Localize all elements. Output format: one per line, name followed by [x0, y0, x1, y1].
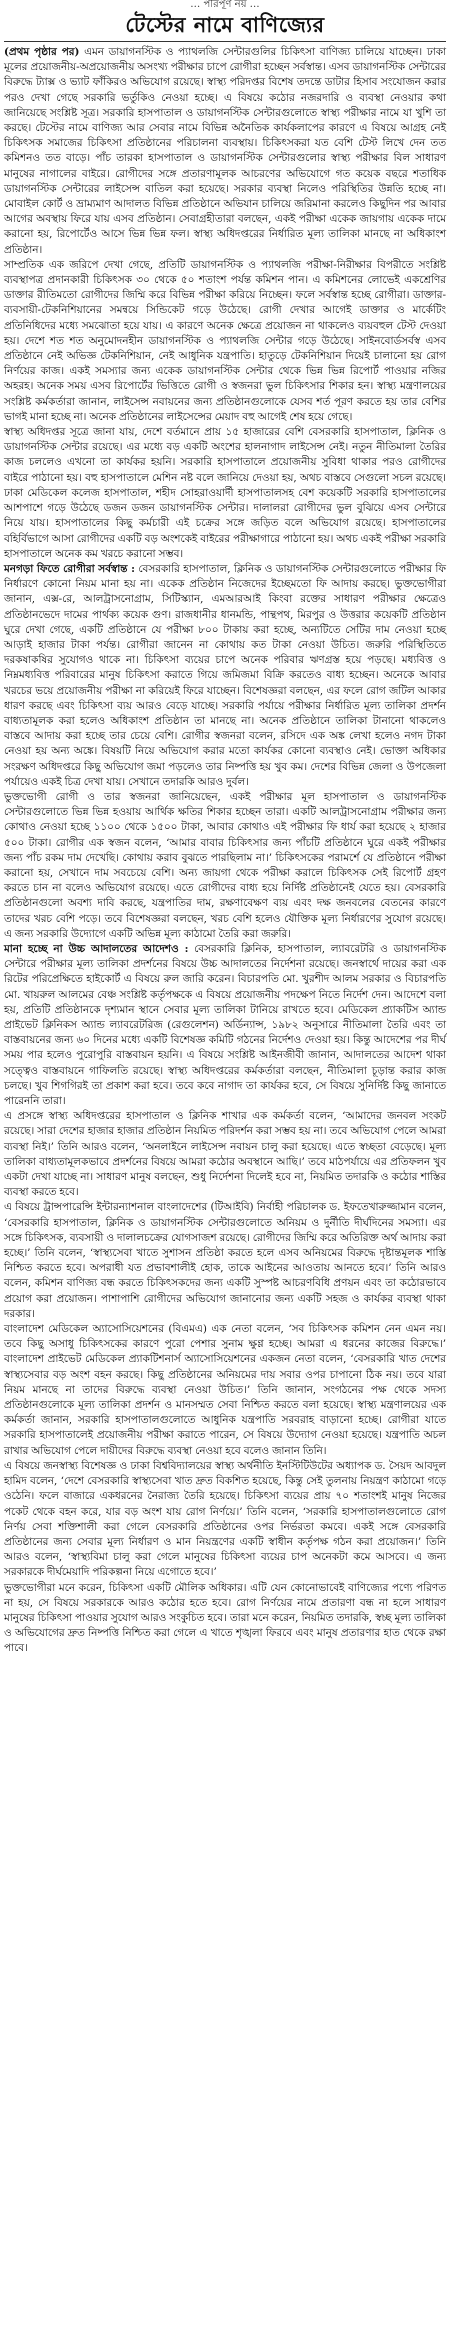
body-paragraph	[4, 1459, 446, 1581]
paragraph-text: ভুক্তভোগী রোগী ও তার স্বজনরা জানিয়েছেন, একই পরীক্ষার মূল হাসপাতাল ও ডায়াগনস্টিক সেন্টারগুলোতে ভিন্ন ভিন্ন হওয়ায় আর্থিক ক্ষতির শিকার হচ্ছেন তারা। একটি আলট্রাসনোগ্রাম পরীক্ষার জন্য কোথাও নেওয়া হচ্ছে ১১০০ থেকে ১৫০০ টাকা, আবার কোথাও এই পরীক্ষার ফি ধার্য করা হয়েছে ২ হাজার ৫০০ টাকা। রোগীর এক স্বজন বলেন, ‘আমার বাবার চিকিৎসার জন্য পাঁচটি প্রতিষ্ঠানে ঘুরে একই পরীক্ষার জন্য পাঁচ রকম দাম দেখেছি। কোথায় করাব বুঝতে পারছিলাম না।’ চিকিৎসকের পরামর্শে যে প্রতিষ্ঠানে পরীক্ষা করানো হয়, সেখানে দাম সবচেয়ে বেশি। অন্য জায়গা থেকে পরীক্ষা করালে চিকিৎসক সেই রিপোর্ট গ্রহণ করতে চান না বলেও অভিযোগ রয়েছে। এতে রোগীদের বাধ্য হয়ে নির্দিষ্ট প্রতিষ্ঠানেই যেতে হয়। বেসরকারি প্রতিষ্ঠানগুলো অবশ্য দাবি করছে, যন্ত্রপাতির দাম, রক্ষণাবেক্ষণ ব্যয় এবং দক্ষ জনবলের বেতনের কারণে তাদের খরচ বেশি পড়ে। তবে বিশেষজ্ঞরা বলছেন, খরচ বেশি হলেও যৌক্তিক মূল্য নির্ধারণের সুযোগ রয়েছে। এ জন্য সরকারি উদ্যোগে একটি অভিন্ন মূল্য কাঠামো তৈরি করা জরুরি।	[4, 790, 446, 940]
body-paragraph	[4, 942, 446, 1109]
body-paragraph	[4, 1200, 446, 1322]
body-paragraph	[4, 425, 446, 562]
paragraph-text: স্বাস্থ্য অধিদপ্তর সূত্রে জানা যায়, দেশে বর্তমানে প্রায় ১৫ হাজারের বেশি বেসরকারি হাসপাতাল, ক্লিনিক ও ডায়াগনস্টিক সেন্টার রয়েছে। এর মধ্যে বড় একটি অংশের হালনাগাদ লাইসেন্স নেই। নতুন নীতিমালা তৈরির কাজ চললেও এখনো তা কার্যকর হয়নি। সরকারি হাসপাতালে প্রয়োজনীয় সুবিধা থাকার পরও রোগীদের বাইরে পাঠানো হয়। বহু হাসপাতালে মেশিন নষ্ট বলে জানিয়ে দেওয়া হয়, অথচ বাস্তবে সেগুলো সচল রয়েছে। ঢাকা মেডিকেল কলেজ হাসপাতাল, শহীদ সোহরাওয়ার্দী হাসপাতালসহ বেশ কয়েকটি সরকারি হাসপাতালের আশপাশে গড়ে উঠেছে ডজন ডজন ডায়াগনস্টিক সেন্টার। দালালরা রোগীদের ভুল বুঝিয়ে এসব সেন্টারে নিয়ে যায়। হাসপাতালের কিছু কর্মচারী এই চক্রের সঙ্গে জড়িত বলে অভিযোগ রয়েছে। হাসপাতালের বহির্বিভাগে আসা রোগীদের একটি বড় অংশকেই বাইরের পরীক্ষাগারে পাঠানো হয়। অথচ একই পরীক্ষা সরকারি হাসপাতালে অনেক কম খরচে করানো সম্ভব।	[4, 426, 446, 560]
cut-off-top-line: … পরিপূর্ণ নয় …	[190, 0, 260, 9]
paragraph-text: এ বিষয়ে ট্রান্সপারেন্সি ইন্টারন্যাশনাল বাংলাদেশের (টিআইবি) নির্বাহী পরিচালক ড. ইফতেখারুজ্জামান বলেন, ‘বেসরকারি হাসপাতাল, ক্লিনিক ও ডায়াগনস্টিক সেন্টারগুলোতে অনিয়ম ও দুর্নীতি দীর্ঘদিনের সমস্যা। এর সঙ্গে চিকিৎসক, ব্যবসায়ী ও দালালচক্রের যোগসাজশ রয়েছে। রোগীদের জিম্মি করে অতিরিক্ত অর্থ আদায় করা হচ্ছে।’ তিনি বলেন, ‘স্বাস্থ্যসেবা খাতে সুশাসন প্রতিষ্ঠা করতে হলে এসব অনিয়মের বিরুদ্ধে দৃষ্টান্তমূলক শাস্তি নিশ্চিত করতে হবে। অপরাধী যত প্রভাবশালীই হোক, তাকে আইনের আওতায় আনতে হবে।’ তিনি আরও বলেন, কমিশন বাণিজ্য বন্ধ করতে চিকিৎসকদের জন্য একটি সুস্পষ্ট আচরণবিধি প্রণয়ন এবং তা কঠোরভাবে প্রয়োগ করা প্রয়োজন। পাশাপাশি রোগীদের অভিযোগ জানানোর জন্য একটি সহজ ও কার্যকর ব্যবস্থা থাকা দরকার।	[4, 1201, 446, 1320]
headline-divider	[4, 41, 446, 42]
section-subheading: মানা হচ্ছে না উচ্চ আদালতের আদেশও :	[4, 942, 189, 955]
article-headline: টেস্টের নামে বাণিজ্যের	[125, 12, 325, 37]
paragraph-text: বেসরকারি ক্লিনিক, হাসপাতাল, ল্যাবরেটরি ও ডায়াগনস্টিক সেন্টারে পরীক্ষার মূল্য তালিকা প্রদর্শনের বিষয়ে উচ্চ আদালতের নির্দেশনা রয়েছে। জনস্বার্থে দায়ের করা এক রিটের পরিপ্রেক্ষিতে হাইকোর্ট এ বিষয়ে রুল জারি করেন। বিচারপতি মো. খুরশীদ আলম সরকার ও বিচারপতি মো. খায়রুল আলমের বেঞ্চ সংশ্লিষ্ট কর্তৃপক্ষকে এ বিষয়ে প্রয়োজনীয় পদক্ষেপ নিতে নির্দেশ দেন। আদেশে বলা হয়, প্রতিটি প্রতিষ্ঠানকে দৃশ্যমান স্থানে সেবার মূল্য তালিকা টানিয়ে রাখতে হবে। মেডিকেল প্র্যাকটিস অ্যান্ড প্রাইভেট ক্লিনিকস অ্যান্ড ল্যাবরেটরিজ (রেগুলেশন) অর্ডিন্যান্স, ১৯৮২ অনুসারে নীতিমালা তৈরি এবং তা বাস্তবায়নের জন্য ৬০ দিনের মধ্যে একটি বিশেষজ্ঞ কমিটি গঠনের নির্দেশও দেওয়া হয়। কিন্তু আদেশের পর দীর্ঘ সময় পার হলেও পুরোপুরি বাস্তবায়ন হয়নি। এ বিষয়ে সংশ্লিষ্ট আইনজীবী জানান, আদালতের আদেশ থাকা সত্ত্বেও বাস্তবায়নে গাফিলতি রয়েছে। স্বাস্থ্য অধিদপ্তরের কর্মকর্তারা বলছেন, নীতিমালা চূড়ান্ত করার কাজ চলছে। খুব শিগগিরই তা প্রকাশ করা হবে। তবে কবে নাগাদ তা কার্যকর হবে, সে বিষয়ে সুনির্দিষ্ট কিছু জানাতে পারেননি তারা।	[4, 942, 446, 1108]
paragraph-text: এমন ডায়াগনস্টিক ও প্যাথলজি সেন্টারগুলির চিকিৎসা বাণিজ্য চালিয়ে যাচ্ছেন। ঢাকা মূলের প্রয়োজনীয়-অপ্রয়োজনীয় অসংখ্য পরীক্ষার চাপে রোগীরা হচ্ছেন সর্বস্বান্ত। এসব ডায়াগনস্টিক সেন্টারের বিরুদ্ধে ট্যাক্স ও ভ্যাট ফাঁকিরও অভিযোগ রয়েছে। স্বাস্থ্য পরিদপ্তর বিশেষ তদন্তে ডাটার হিসাব সংযোজন করার পরও দেখা গেছে সরকারি ভর্তুকিও নেওয়া হচ্ছে। এ বিষয়ে কঠোর নজরদারি ও ব্যবস্থা নেওয়ার কথা জানিয়েছে সংশ্লিষ্ট সূত্র। সরকারি হাসপাতাল ও ডায়াগনস্টিক সেন্টারগুলোতে স্বাস্থ্য পরীক্ষার নামে যা খুশি তা করছে। টেস্টের নামে বাণিজ্য আর সেবার নামে বিভিন্ন অনৈতিক কার্যকলাপের কারণে এ বিষয়ে আগ্রহ নেই চিকিৎসক সমাজের চিকিৎসা প্রতিষ্ঠানের পরিচালনা ব্যবস্থায়। চিকিৎসকরা যত বেশি টেস্ট লিখে দেন তত কমিশনও তত বাড়ে। পাঁচ তারকা হাসপাতাল ও ডায়াগনস্টিক সেন্টারগুলোর স্বাস্থ্য পরীক্ষার বিল সাধারণ মানুষের নাগালের বাইরে। রোগীদের সঙ্গে প্রতারণামূলক আচরণের অভিযোগে গত কয়েক বছরে শতাধিক ডায়াগনস্টিক সেন্টারের লাইসেন্স বাতিল করা হয়েছে। সরকার ব্যবস্থা নিলেও পরিস্থিতির উন্নতি হচ্ছে না। মোবাইল কোর্ট ও ভ্রাম্যমাণ আদালত বিভিন্ন প্রতিষ্ঠানে অভিযান চালিয়ে জরিমানা করলেও কিছুদিন পর আবার আগের অবস্থায় ফিরে যায় এসব প্রতিষ্ঠান। সেবাগ্রহীতারা বলছেন, একই পরীক্ষা একেক জায়গায় একেক দামে করানো হয়, রিপোর্টেও আসে ভিন্ন ভিন্ন ফল। স্বাস্থ্য অধিদপ্তরের নির্ধারিত মূল্য তালিকা মানছে না অধিকাংশ প্রতিষ্ঠান।	[4, 46, 446, 256]
paragraph-text: এ বিষয়ে জনস্বাস্থ্য বিশেষজ্ঞ ও ঢাকা বিশ্ববিদ্যালয়ের স্বাস্থ্য অর্থনীতি ইনস্টিটিউটের অধ্যাপক ড. সৈয়দ আবদুল হামিদ বলেন, ‘দেশে বেসরকারি স্বাস্থ্যসেবা খাত দ্রুত বিকশিত হয়েছে, কিন্তু সেই তুলনায় নিয়ন্ত্রণ কাঠামো গড়ে ওঠেনি। ফলে বাজারে একধরনের নৈরাজ্য তৈরি হয়েছে। চিকিৎসা ব্যয়ের প্রায় ৭০ শতাংশই মানুষ নিজের পকেট থেকে বহন করে, যার বড় অংশ যায় রোগ নির্ণয়ে।’ তিনি বলেন, ‘সরকারি হাসপাতালগুলোতে রোগ নির্ণয় সেবা শক্তিশালী করা গেলে বেসরকারি প্রতিষ্ঠানের ওপর নির্ভরতা কমবে। একই সঙ্গে বেসরকারি প্রতিষ্ঠানের জন্য সেবার মূল্য নির্ধারণ ও মান নিয়ন্ত্রণের একটি স্বাধীন কর্তৃপক্ষ গঠন করা প্রয়োজন।’ তিনি আরও বলেন, ‘স্বাস্থ্যবিমা চালু করা গেলে মানুষের চিকিৎসা ব্যয়ের চাপ অনেকটা কমে আসবে। এ জন্য সরকারকে দীর্ঘমেয়াদি পরিকল্পনা নিয়ে এগোতে হবে।’	[4, 1459, 446, 1579]
body-paragraph	[4, 45, 446, 258]
bottom-edge	[0, 2324, 450, 2328]
paragraph-text: সাম্প্রতিক এক জরিপে দেখা গেছে, প্রতিটি ডায়াগনস্টিক ও প্যাথলজি পরীক্ষা-নিরীক্ষার বিপরীতে সংশ্লিষ্ট ব্যবস্থাপত্র প্রদানকারী চিকিৎসক ৩০ থেকে ৫০ শতাংশ পর্যন্ত কমিশন পান। এ কমিশনের লোভেই একশ্রেণির ডাক্তার রীতিমতো রোগীদের জিম্মি করে বিভিন্ন পরীক্ষা করিয়ে নিচ্ছেন। ফলে সর্বস্বান্ত হচ্ছে রোগীরা। ডাক্তার-ব্যবসায়ী-টেকনিশিয়ানের সমন্বয়ে সিন্ডিকেট গড়ে উঠেছে। রোগী দেখার আগেই ডাক্তার ও মার্কেটিং প্রতিনিধিদের মধ্যে সমঝোতা হয়ে যায়। এ কারণে অনেক ক্ষেত্রে প্রয়োজন না থাকলেও ব্যয়বহুল টেস্ট দেওয়া হয়। দেশে শত শত অনুমোদনহীন ডায়াগনস্টিক ও প্যাথলজি সেন্টার গড়ে উঠেছে। সাইনবোর্ডসর্বস্ব এসব প্রতিষ্ঠানে নেই অভিজ্ঞ টেকনিশিয়ান, নেই আধুনিক যন্ত্রপাতি। হাতুড়ে টেকনিশিয়ান দিয়েই চালানো হয় রোগ নির্ণয়ের কাজ। একই সমস্যার জন্য একেক ডায়াগনস্টিক সেন্টার থেকে ভিন্ন ভিন্ন রিপোর্ট পাওয়ার নজির অহরহ। অনেক সময় এসব রিপোর্টের ভিত্তিতে রোগী ও স্বজনরা ভুল চিকিৎসার শিকার হন। স্বাস্থ্য মন্ত্রণালয়ের সংশ্লিষ্ট কর্মকর্তারা জানান, লাইসেন্স নবায়নের জন্য প্রতিষ্ঠানগুলোকে যেসব শর্ত পূরণ করতে হয় তার বেশির ভাগই মানা হচ্ছে না। অনেক প্রতিষ্ঠানের লাইসেন্সের মেয়াদ বহু আগেই শেষ হয়ে গেছে।	[4, 258, 446, 423]
body-paragraph	[4, 562, 446, 790]
continuation-label: (প্রথম পৃষ্ঠার পর)	[4, 46, 80, 58]
paragraph-text: ভুক্তভোগীরা মনে করেন, চিকিৎসা একটি মৌলিক অধিকার। এটি যেন কোনোভাবেই বাণিজ্যের পণ্যে পরিণত না হয়, সে বিষয়ে সরকারকে আরও কঠোর হতে হবে। রোগ নির্ণয়ের নামে প্রতারণা বন্ধ না হলে সাধারণ মানুষের চিকিৎসা পাওয়ার সুযোগ আরও সংকুচিত হবে। তারা মনে করেন, নিয়মিত তদারকি, স্বচ্ছ মূল্য তালিকা ও অভিযোগের দ্রুত নিষ্পত্তি নিশ্চিত করা গেলে এ খাতে শৃঙ্খলা ফিরবে এবং মানুষ প্রতারণার হাত থেকে রক্ষা পাবে।	[4, 1581, 446, 1655]
paragraph-text: এ প্রসঙ্গে স্বাস্থ্য অধিদপ্তরের হাসপাতাল ও ক্লিনিক শাখার এক কর্মকর্তা বলেন, ‘আমাদের জনবল সংকট রয়েছে। সারা দেশের হাজার হাজার প্রতিষ্ঠান নিয়মিত পরিদর্শন করা সম্ভব হয় না। তবে অভিযোগ পেলে আমরা ব্যবস্থা নিই।’ তিনি আরও বলেন, ‘অনলাইনে লাইসেন্স নবায়ন চালু করা হয়েছে। এতে স্বচ্ছতা বেড়েছে। মূল্য তালিকা বাধ্যতামূলকভাবে প্রদর্শনের বিষয়ে আমরা কঠোর অবস্থানে আছি।’ তবে মাঠপর্যায়ে এর প্রতিফলন খুব একটা দেখা যাচ্ছে না। সাধারণ মানুষ বলছেন, শুধু নির্দেশনা দিলেই হবে না, নিয়মিত তদারকি ও কঠোর শাস্তির ব্যবস্থা করতে হবে।	[4, 1110, 446, 1199]
body-paragraph	[4, 258, 446, 425]
body-paragraph	[4, 1322, 446, 1459]
paragraph-text: বাংলাদেশ মেডিকেল অ্যাসোসিয়েশনের (বিএমএ) এক নেতা বলেন, ‘সব চিকিৎসক কমিশন নেন এমন নয়। তবে কিছু অসাধু চিকিৎসকের কারণে পুরো পেশার সুনাম ক্ষুণ্ণ হচ্ছে। আমরা এ ধরনের কাজের বিরুদ্ধে।’ বাংলাদেশ প্রাইভেট মেডিকেল প্র্যাকটিশনার্স অ্যাসোসিয়েশনের একজন নেতা বলেন, ‘বেসরকারি খাত দেশের স্বাস্থ্যসেবার বড় অংশ বহন করছে। কিছু প্রতিষ্ঠানের অনিয়মের দায় সবার ওপর চাপানো ঠিক নয়। তবে যারা নিয়ম মানছে না তাদের বিরুদ্ধে ব্যবস্থা নেওয়া উচিত।’ তিনি জানান, সংগঠনের পক্ষ থেকে সদস্য প্রতিষ্ঠানগুলোকে মূল্য তালিকা প্রদর্শন ও মানসম্মত সেবা নিশ্চিত করতে বলা হয়েছে। স্বাস্থ্য মন্ত্রণালয়ের এক কর্মকর্তা জানান, সরকারি হাসপাতালগুলোতে আধুনিক যন্ত্রপাতি সরবরাহ বাড়ানো হচ্ছে। রোগীরা যাতে সরকারি হাসপাতালেই প্রয়োজনীয় পরীক্ষা করাতে পারেন, সে বিষয়ে উদ্যোগ নেওয়া হয়েছে। যন্ত্রপাতি অচল রাখার অভিযোগ পেলে দায়ীদের বিরুদ্ধে ব্যবস্থা নেওয়া হবে বলেও জানান তিনি।	[4, 1323, 446, 1457]
article-body	[4, 45, 446, 1657]
section-subheading: মনগড়া ফিতে রোগীরা সর্বস্বান্ত :	[4, 562, 135, 575]
body-paragraph	[4, 1109, 446, 1200]
body-paragraph	[4, 790, 446, 942]
paragraph-text: বেসরকারি হাসপাতাল, ক্লিনিক ও ডায়াগনস্টিক সেন্টারগুলোতে পরীক্ষার ফি নির্ধারণে কোনো নিয়ম মানা হয় না। একেক প্রতিষ্ঠান নিজেদের ইচ্ছেমতো ফি আদায় করছে। ভুক্তভোগীরা জানান, এক্স-রে, আলট্রাসনোগ্রাম, সিটিস্ক্যান, এমআরআই কিংবা রক্তের সাধারণ পরীক্ষার ক্ষেত্রেও প্রতিষ্ঠানভেদে দামের পার্থক্য কয়েক গুণ। রাজধানীর ধানমন্ডি, পান্থপথ, মিরপুর ও উত্তরার কয়েকটি প্রতিষ্ঠান ঘুরে দেখা গেছে, একটি প্রতিষ্ঠানে যে পরীক্ষা ৮০০ টাকায় করা হচ্ছে, অন্যটিতে সেটির দাম নেওয়া হচ্ছে আড়াই হাজার টাকা পর্যন্ত। রোগীরা জানেন না কোথায় কত টাকা নেওয়া উচিত। জরুরি পরিস্থিতিতে দরকষাকষির সুযোগও থাকে না। চিকিৎসা ব্যয়ের চাপে অনেক পরিবার ঋণগ্রস্ত হয়ে পড়ছে। মধ্যবিত্ত ও নিম্নমধ্যবিত্ত পরিবারের মানুষ চিকিৎসা করাতে গিয়ে জমিজমা বিক্রি করতেও বাধ্য হচ্ছেন। অনেকে আবার খরচের ভয়ে প্রয়োজনীয় পরীক্ষা না করিয়েই ফিরে যাচ্ছেন। বিশেষজ্ঞরা বলছেন, এর ফলে রোগ জটিল আকার ধারণ করছে এবং চিকিৎসা ব্যয় আরও বেড়ে যাচ্ছে। সরকারি পর্যায়ে পরীক্ষার নির্ধারিত মূল্য তালিকা প্রদর্শন বাধ্যতামূলক করা হলেও অধিকাংশ প্রতিষ্ঠান তা মানছে না। অনেক প্রতিষ্ঠানে তালিকা টানানো থাকলেও বাস্তবে আদায় করা হচ্ছে তার চেয়ে বেশি। রোগীর স্বজনরা বলেন, রসিদে এক অঙ্ক লেখা হলেও নগদ টাকা নেওয়া হয় অন্য অঙ্কে। বিষয়টি নিয়ে অভিযোগ করার মতো কার্যকর কোনো ব্যবস্থাও নেই। ভোক্তা অধিকার সংরক্ষণ অধিদপ্তরে কিছু অভিযোগ জমা পড়লেও তার নিষ্পত্তি হয় খুব কম। দেশের বিভিন্ন জেলা ও উপজেলা পর্যায়েও একই চিত্র দেখা যায়। সেখানে তদারকি আরও দুর্বল।	[4, 562, 446, 788]
body-paragraph	[4, 1581, 446, 1657]
